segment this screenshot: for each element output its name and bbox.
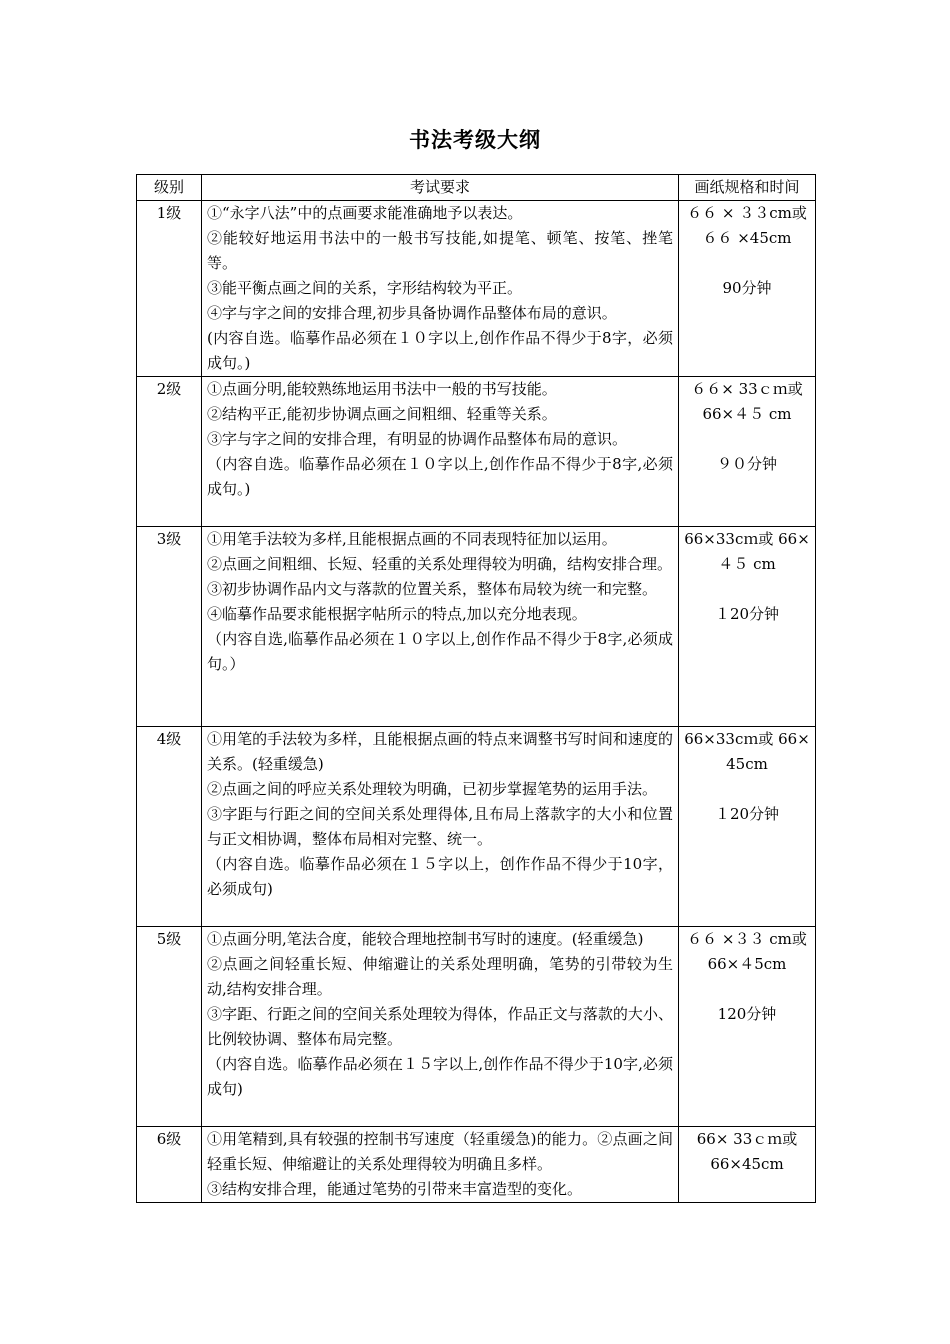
requirement-item: ③字与字之间的安排合理，有明显的协调作品整体布局的意识。 xyxy=(207,430,628,448)
table-row xyxy=(137,727,816,927)
paper-size: ６６ ×３３ cm或 66×４5cm xyxy=(687,930,807,973)
table-row xyxy=(137,377,816,527)
document-title: 书法考级大纲 xyxy=(409,127,541,152)
requirement-item: ②点画之间粗细、长短、轻重的关系处理得较为明确，结构安排合理。 xyxy=(207,555,673,573)
paper-size: 66×33cｍ或 66× 45cm xyxy=(684,730,810,773)
requirement-item: ②点画之间轻重长短、伸缩避让的关系处理明确，笔势的引带较为生动,结构安排合理。 xyxy=(207,955,673,998)
requirement-item: ④临摹作品要求能根据字帖所示的特点,加以充分地表现。 xyxy=(207,605,587,623)
requirement-item: ②结构平正,能初步协调点画之间粗细、轻重等关系。 xyxy=(207,405,557,423)
exam-time: １20分钟 xyxy=(714,605,780,623)
requirement-item: ①用笔手法较为多样,且能根据点画的不同表现特征加以运用。 xyxy=(207,530,617,548)
requirements-cell xyxy=(202,927,679,1127)
level-cell: 3级 xyxy=(137,527,202,727)
requirement-item: ③能平衡点画之间的关系，字形结构较为平正。 xyxy=(207,279,523,297)
requirement-item: ①用笔的手法较为多样，且能根据点画的特点来调整书写时间和速度的关系。(轻重缓急) xyxy=(207,730,673,773)
requirements-cell xyxy=(202,201,679,377)
requirement-item: ④字与字之间的安排合理,初步具备协调作品整体布局的意识。 xyxy=(207,304,617,322)
exam-time: 90分钟 xyxy=(722,279,772,297)
spec-cell xyxy=(679,527,816,727)
spec-cell xyxy=(679,1127,816,1203)
header-requirements: 考试要求 xyxy=(202,175,679,201)
paper-size: 66×33cｍ或 66×４５ cm xyxy=(684,530,810,573)
table-header-row xyxy=(137,175,816,201)
requirement-item: ①用笔精到,具有较强的控制书写速度（轻重缓急)的能力。②点画之间轻重长短、伸缩避让的关系处理得较为明确且多样。 xyxy=(207,1130,673,1173)
requirement-note: （内容自选。临摹作品必须在１５字以上，创作作品不得少于10字，必须成句) xyxy=(207,855,673,898)
requirement-item: ③字距、行距之间的空间关系处理较为得体，作品正文与落款的大小、比例较协调、整体布局完整。 xyxy=(207,1005,673,1048)
requirement-item: ③结构安排合理，能通过笔势的引带来丰富造型的变化。 xyxy=(207,1180,583,1198)
requirement-note: （内容自选。临摹作品必须在１０字以上,创作作品不得少于8字,必须成句。) xyxy=(207,455,673,498)
paper-size: ６６× 33ｃｍ或 66×４５ cm xyxy=(691,380,803,423)
exam-time: １20分钟 xyxy=(714,805,780,823)
requirement-note: (内容自选。临摹作品必须在１０字以上,创作作品不得少于8字，必须成句。) xyxy=(207,329,673,372)
header-spec: 画纸规格和时间 xyxy=(679,175,816,201)
level-cell: 4级 xyxy=(137,727,202,927)
table-row xyxy=(137,527,816,727)
syllabus-table xyxy=(136,174,816,1203)
header-level: 级别 xyxy=(137,175,202,201)
requirement-item: ②点画之间的呼应关系处理较为明确，已初步掌握笔势的运用手法。 xyxy=(207,780,658,798)
requirement-item: ②能较好地运用书法中的一般书写技能,如提笔、顿笔、按笔、挫笔等。 xyxy=(207,229,673,272)
table-row xyxy=(137,927,816,1127)
spec-cell xyxy=(679,377,816,527)
exam-time: 120分钟 xyxy=(717,1005,777,1023)
requirement-note: （内容自选。临摹作品必须在１５字以上,创作作品不得少于10字,必须成句) xyxy=(207,1055,673,1098)
requirement-item: ①“永字八法”中的点画要求能准确地予以表达。 xyxy=(207,204,523,222)
paper-size: ６６ × ３３cm或 ６６ ×45cm xyxy=(687,204,807,247)
requirements-cell xyxy=(202,527,679,727)
spec-cell xyxy=(679,727,816,927)
level-cell: 1级 xyxy=(137,201,202,377)
paper-size: 66× 33ｃｍ或 66×45cm xyxy=(696,1130,798,1173)
requirements-cell xyxy=(202,377,679,527)
table-row xyxy=(137,201,816,377)
requirement-note: （内容自选,临摹作品必须在１０字以上,创作作品不得少于8字,必须成句。） xyxy=(207,630,673,673)
table-row xyxy=(137,1127,816,1203)
exam-time: ９０分钟 xyxy=(716,455,777,473)
level-cell: 6级 xyxy=(137,1127,202,1203)
requirement-item: ①点画分明,笔法合度，能较合理地控制书写时的速度。(轻重缓急) xyxy=(207,930,644,948)
level-cell: 2级 xyxy=(137,377,202,527)
requirement-item: ①点画分明,能较熟练地运用书法中一般的书写技能。 xyxy=(207,380,557,398)
requirement-item: ③初步协调作品内文与落款的位置关系，整体布局较为统一和完整。 xyxy=(207,580,658,598)
spec-cell xyxy=(679,927,816,1127)
requirements-cell xyxy=(202,727,679,927)
requirement-item: ③字距与行距之间的空间关系处理得体,且布局上落款字的大小和位置与正文相协调，整体布局相对完整、统一。 xyxy=(207,805,673,848)
level-cell: 5级 xyxy=(137,927,202,1127)
requirements-cell xyxy=(202,1127,679,1203)
spec-cell xyxy=(679,201,816,377)
